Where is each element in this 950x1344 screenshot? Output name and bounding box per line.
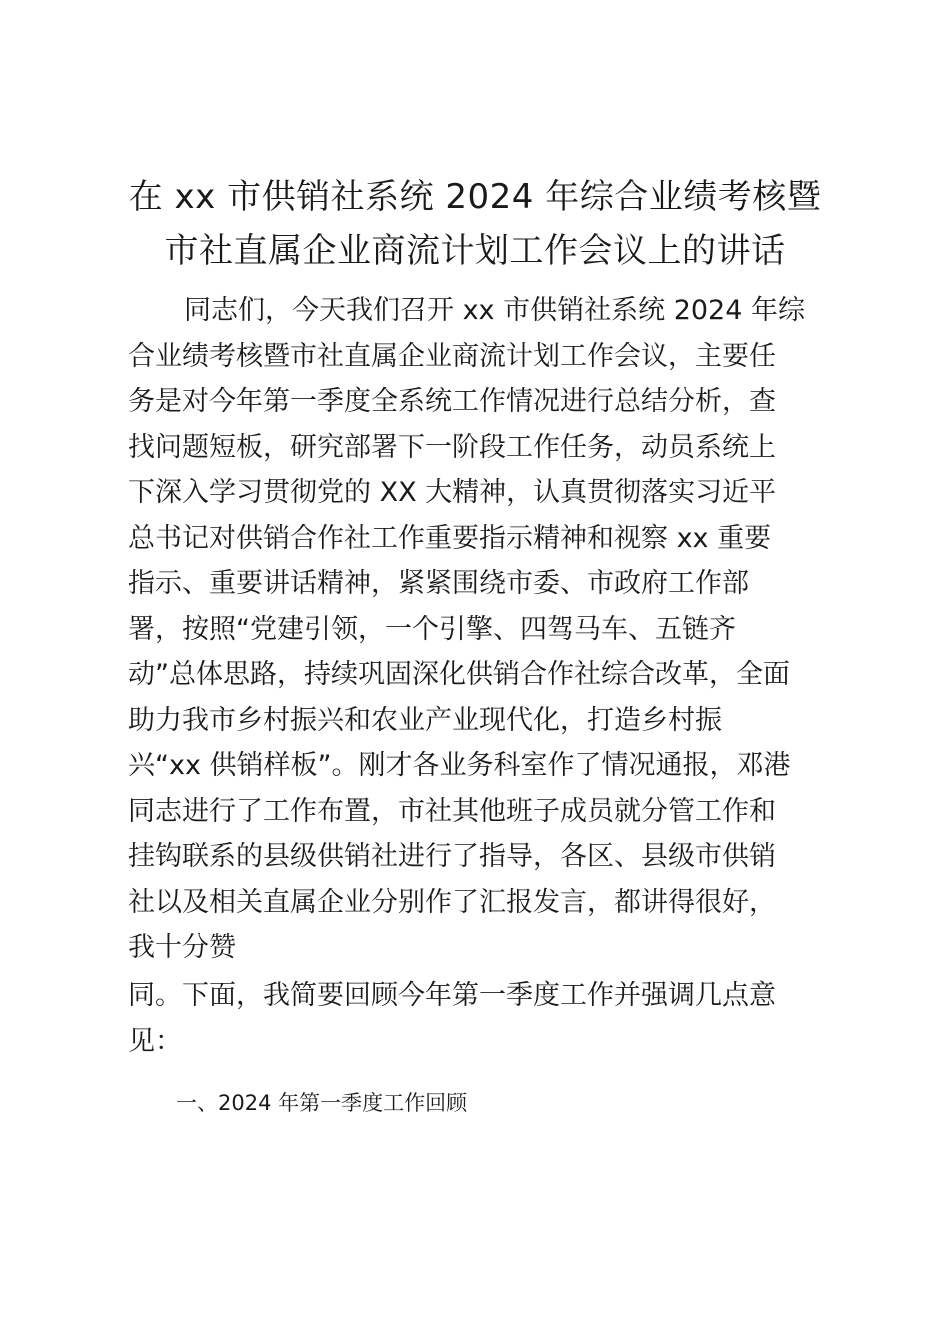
paragraph-1-line: 同志们，今天我们召开 xx 市供销社系统 2024 年综 <box>184 295 805 326</box>
paragraph-1-line: 同志进行了工作布置，市社其他班子成员就分管工作和 <box>128 795 776 827</box>
title-line-1: 在 xx 市供销社系统 2024 年综合业绩考核暨 <box>128 177 822 217</box>
paragraph-1-line: 下深入学习贯彻党的 XX 大精神，认真贯彻落实习近平 <box>128 477 777 508</box>
paragraph-1-line: 总书记对供销合作社工作重要指示精神和视察 xx 重要 <box>128 522 772 554</box>
paragraph-1-line: 动”总体思路，持续巩固深化供销合作社综合改革，全面 <box>128 659 790 690</box>
document-title <box>110 170 840 278</box>
paragraph-1 <box>128 288 832 971</box>
paragraph-1-line: 找问题短板，研究部署下一阶段工作任务，动员系统上 <box>128 431 776 463</box>
title-line-2: 市社直属企业商流计划工作会议上的讲话 <box>164 231 786 271</box>
paragraph-1-line: 我十分赞 <box>128 932 236 963</box>
paragraph-1-line: 兴“xx 供销样板”。刚才各业务科室作了情况通报，邓港 <box>128 750 791 781</box>
paragraph-2-line: 同。下面，我简要回顾今年第一季度工作并强调几点意 <box>128 980 776 1011</box>
section-heading: 一、2024 年第一季度工作回顾 <box>176 1091 468 1115</box>
paragraph-2 <box>128 973 832 1064</box>
paragraph-1-line: 务是对今年第一季度全系统工作情况进行总结分析，查 <box>128 386 776 417</box>
paragraph-1-line: 挂钩联系的县级供销社进行了指导，各区、县级市供销 <box>128 841 776 872</box>
paragraph-1-line: 合业绩考核暨市社直属企业商流计划工作会议，主要任 <box>128 340 776 372</box>
paragraph-1-line: 署，按照“党建引领，一个引擎、四驾马车、五链齐 <box>128 613 736 645</box>
paragraph-2-line: 见： <box>128 1025 182 1057</box>
paragraph-1-line: 助力我市乡村振兴和农业产业现代化，打造乡村振 <box>128 704 722 736</box>
paragraph-1-line: 指示、重要讲话精神，紧紧围绕市委、市政府工作部 <box>128 568 749 599</box>
paragraph-1-line: 社以及相关直属企业分别作了汇报发言，都讲得很好， <box>128 886 776 918</box>
